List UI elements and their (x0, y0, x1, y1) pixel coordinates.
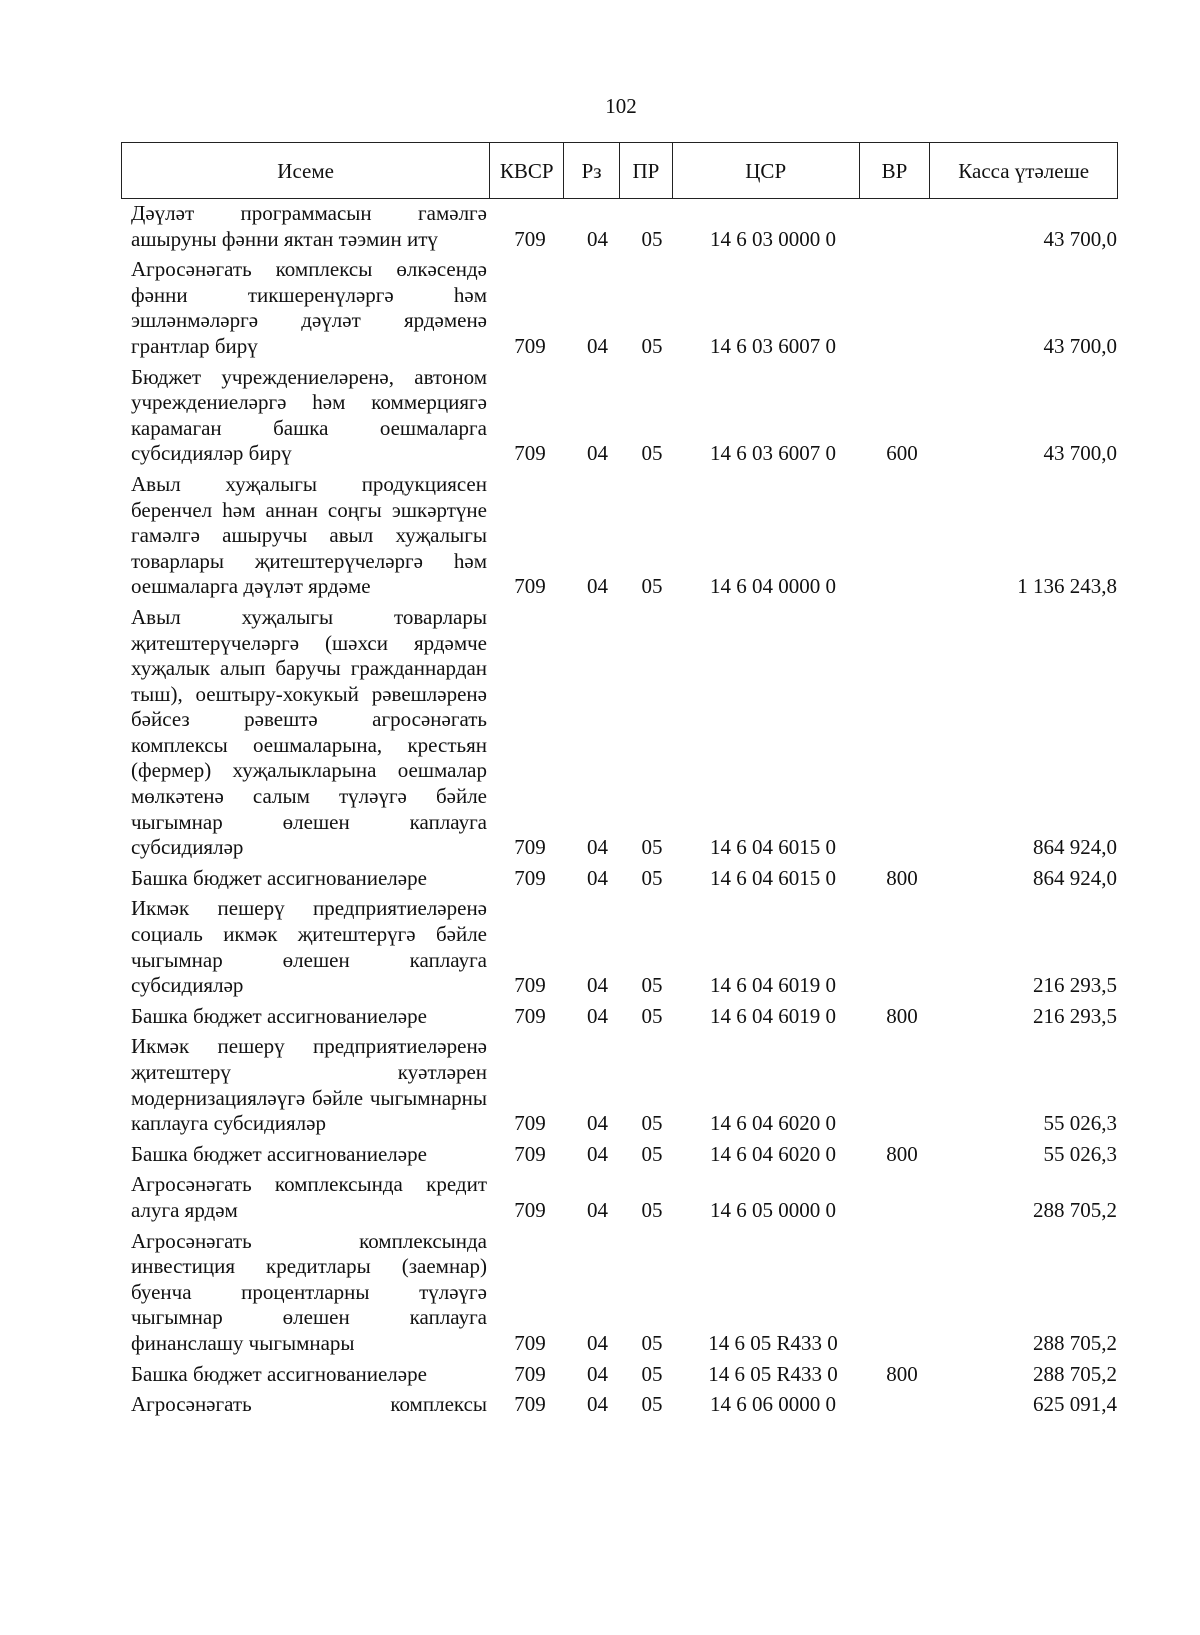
table-row (131, 866, 1121, 892)
row-rz: 04 (587, 333, 608, 358)
row-csr: 14 6 04 6015 0 (710, 865, 836, 890)
row-csr: 14 6 03 6007 0 (710, 333, 836, 358)
row-pr: 05 (641, 1003, 663, 1028)
row-rz: 04 (587, 1111, 608, 1136)
row-vr: 800 (886, 1003, 918, 1028)
row-pr: 05 (641, 1197, 663, 1222)
row-name: Агросәнәгать комплексы (131, 1392, 487, 1417)
row-csr: 14 6 03 6007 0 (710, 441, 836, 466)
row-amount: 43 700,0 (1043, 333, 1117, 358)
row-csr: 14 6 04 6019 0 (710, 973, 836, 998)
row-pr: 05 (641, 973, 663, 998)
table-row (131, 1362, 1121, 1388)
row-pr: 05 (641, 835, 663, 860)
row-amount: 288 705,2 (1033, 1197, 1117, 1222)
header-amount: Касса үтәлеше (958, 158, 1090, 183)
row-amount: 864 924,0 (1033, 865, 1117, 890)
row-amount: 216 293,5 (1033, 973, 1117, 998)
row-pr: 05 (641, 1141, 663, 1166)
row-pr: 05 (641, 441, 663, 466)
header-kvsr: КВСР (490, 143, 564, 198)
row-csr: 14 6 05 R433 0 (708, 1330, 838, 1355)
row-kvsr: 709 (514, 865, 546, 890)
row-csr: 14 6 05 0000 0 (710, 1197, 836, 1222)
row-kvsr: 709 (514, 441, 546, 466)
row-csr: 14 6 04 6020 0 (710, 1141, 836, 1166)
table-row (131, 201, 1121, 252)
row-name: Башка бюджет ассигнованиеләре (131, 1361, 427, 1386)
row-csr: 14 6 05 R433 0 (708, 1361, 838, 1386)
row-csr: 14 6 03 0000 0 (710, 226, 836, 251)
row-amount: 625 091,4 (1033, 1392, 1117, 1417)
row-kvsr: 709 (514, 574, 546, 599)
row-kvsr: 709 (514, 835, 546, 860)
row-kvsr: 709 (514, 1197, 546, 1222)
header-name: Исеме (122, 143, 490, 198)
header-rz: Рз (564, 143, 620, 198)
row-csr: 14 6 04 6015 0 (710, 835, 836, 860)
row-kvsr: 709 (514, 333, 546, 358)
row-pr: 05 (641, 1111, 663, 1136)
row-pr: 05 (641, 1361, 663, 1386)
row-rz: 04 (587, 226, 608, 251)
row-kvsr: 709 (514, 1392, 546, 1417)
table-row (131, 896, 1121, 998)
row-name: Башка бюджет ассигнованиеләре (131, 865, 427, 890)
header-csr: ЦСР (673, 143, 860, 198)
row-pr: 05 (641, 865, 663, 890)
row-rz: 04 (587, 835, 608, 860)
row-pr: 05 (641, 333, 663, 358)
row-amount: 1 136 243,8 (1017, 574, 1117, 599)
row-amount: 43 700,0 (1043, 441, 1117, 466)
row-kvsr: 709 (514, 973, 546, 998)
row-name: Икмәк пешерү предприятиеләренә җитештерү куәтләрен модернизацияләүгә бәйле чыгымнарны каплауга субсидияләр (131, 1034, 487, 1136)
row-name: Бюджет учреждениеләренә, автоном учреждениеләргә һәм коммерциягә карамаган башка оешмаларга субсидияләр бирү (131, 364, 487, 466)
row-name: Агросәнәгать комплексында инвестиция кредитлары (заемнар) буенча процентларны түләүгә чыгымнар өлешен каплауга финанслашу чыгымнары (131, 1228, 487, 1355)
row-kvsr: 709 (514, 1330, 546, 1355)
row-kvsr: 709 (514, 1361, 546, 1386)
table-row (131, 605, 1121, 861)
row-kvsr: 709 (514, 1111, 546, 1136)
row-pr: 05 (641, 1330, 663, 1355)
row-rz: 04 (587, 1197, 608, 1222)
row-amount: 55 026,3 (1043, 1111, 1117, 1136)
row-amount: 288 705,2 (1033, 1361, 1117, 1386)
table-row (131, 1142, 1121, 1168)
row-amount: 288 705,2 (1033, 1330, 1117, 1355)
table-row (131, 1172, 1121, 1223)
row-rz: 04 (587, 574, 608, 599)
row-kvsr: 709 (514, 1003, 546, 1028)
row-rz: 04 (587, 1330, 608, 1355)
header-pr: ПР (620, 143, 673, 198)
row-name: Агросәнәгать комплексы өлкәсендә фәнни тикшеренүләргә һәм эшләнмәләргә дәүләт ярдәменә грантлар бирү (131, 257, 487, 358)
row-name: Башка бюджет ассигнованиеләре (131, 1003, 427, 1028)
row-amount: 55 026,3 (1043, 1141, 1117, 1166)
row-kvsr: 709 (514, 226, 546, 251)
row-rz: 04 (587, 1361, 608, 1386)
row-rz: 04 (587, 1003, 608, 1028)
row-csr: 14 6 04 6020 0 (710, 1111, 836, 1136)
row-rz: 04 (587, 865, 608, 890)
row-csr: 14 6 04 0000 0 (710, 574, 836, 599)
row-name: Авыл хуҗалыгы продукциясен беренчел һәм аннан соңгы эшкәртүне гамәлгә ашыручы авыл хуҗалыгы товарлары җитештерүчеләргә һәм оешмаларга дәүләт ярдәме (131, 471, 487, 599)
row-kvsr: 709 (514, 1141, 546, 1166)
table-body (131, 201, 1121, 1423)
row-vr: 600 (886, 441, 918, 466)
row-name: Агросәнәгать комплексында кредит алуга ярдәм (131, 1172, 487, 1222)
row-csr: 14 6 06 0000 0 (710, 1392, 836, 1417)
row-amount: 43 700,0 (1043, 226, 1117, 251)
row-name: Башка бюджет ассигнованиеләре (131, 1141, 427, 1166)
row-rz: 04 (587, 1392, 608, 1417)
row-amount: 864 924,0 (1033, 835, 1117, 860)
row-rz: 04 (587, 441, 608, 466)
header-vr: ВР (860, 143, 931, 198)
table-row (131, 1034, 1121, 1136)
table-row (131, 1004, 1121, 1030)
table-row (131, 365, 1121, 467)
row-vr: 800 (886, 1141, 918, 1166)
row-pr: 05 (641, 574, 663, 599)
row-amount: 216 293,5 (1033, 1003, 1117, 1028)
row-pr: 05 (641, 1392, 663, 1417)
row-pr: 05 (641, 226, 663, 251)
row-csr: 14 6 04 6019 0 (710, 1003, 836, 1028)
row-rz: 04 (587, 973, 608, 998)
row-vr: 800 (886, 865, 918, 890)
row-name: Икмәк пешерү предприятиеләренә социаль икмәк җитештерүгә бәйле чыгымнар өлешен каплауга субсидияләр (131, 896, 487, 998)
page-number: 102 (605, 94, 637, 118)
table-row (131, 1229, 1121, 1357)
table-row (131, 1392, 1121, 1418)
row-vr: 800 (886, 1361, 918, 1386)
row-rz: 04 (587, 1141, 608, 1166)
table-row (131, 257, 1121, 359)
table-header (121, 142, 1118, 199)
row-name: Авыл хуҗалыгы товарлары җитештерүчеләргә (шәхси ярдәмче хуҗалык алып баручы гражданнардан тыш), оештыру-хокукый рәвешләренә бәйсез рәвештә агросәнәгать комплексы оешмаларына, крестьян (фермер) хуҗалыкларына оешмалар мөлкәтенә салым түләүгә бәйле чыгымнар өлешен каплауга субсидияләр (131, 604, 487, 860)
table-row (131, 472, 1121, 600)
row-name: Дәүләт программасын гамәлгә ашыруны фәнни яктан тәэмин итү (131, 201, 487, 251)
